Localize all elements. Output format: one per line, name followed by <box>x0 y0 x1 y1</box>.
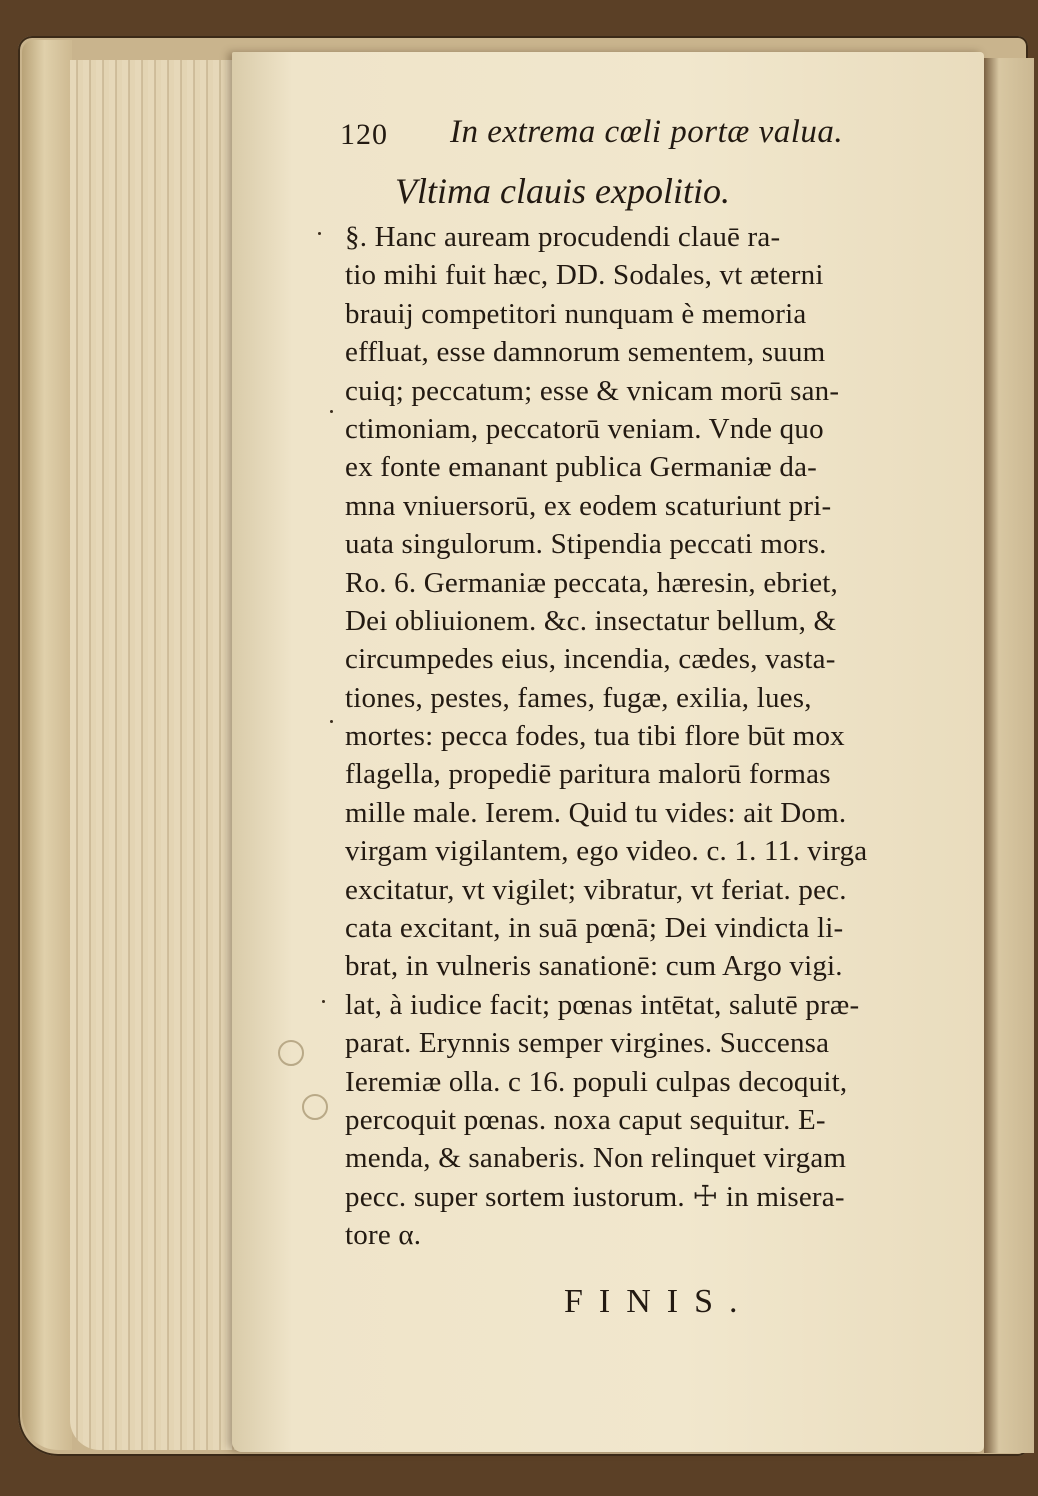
body-text <box>345 218 965 1255</box>
text-line: circumpedes eius, incendia, cædes, vasta- <box>345 643 836 676</box>
text-line: Dei obliuionem. &c. insectatur bellum, & <box>345 604 837 637</box>
text-line: mortes: pecca fodes, tua tibi flore būt mox <box>345 720 845 753</box>
text-line: percoquit pœnas. noxa caput sequitur. E- <box>345 1103 826 1136</box>
ink-speck <box>322 1000 325 1003</box>
running-head <box>340 112 940 162</box>
text-line: cata excitant, in suā pœnā; Dei vindicta li- <box>345 912 844 945</box>
page-stack <box>70 60 240 1450</box>
text-line: mille male. Ierem. Quid tu vides: ait Dom. <box>345 796 847 829</box>
finis-text: FINIS. <box>564 1283 754 1320</box>
text-line: parat. Erynnis semper virgines. Succensa <box>345 1027 830 1060</box>
text-line: Ro. 6. Germaniæ peccata, hæresin, ebriet, <box>345 566 838 599</box>
text-line: pecc. super sortem iustorum. ☩ in misera- <box>345 1180 845 1213</box>
text-line: uata singulorum. Stipendia peccati mors. <box>345 528 827 561</box>
section-title: Vltima clauis expolitio. <box>395 171 730 211</box>
text-line: §. Hanc auream procudendi clauē ra- <box>345 221 781 253</box>
cover-edge <box>22 40 72 1450</box>
running-head-title: In extrema cœli portæ valua. <box>450 114 844 150</box>
text-line: menda, & sanaberis. Non relinquet virgam <box>345 1142 847 1175</box>
ink-speck <box>318 232 321 235</box>
facing-page-edge <box>984 58 1034 1453</box>
text-line: effluat, esse damnorum sementem, suum <box>345 336 826 369</box>
text-line: mna vniuersorū, ex eodem scaturiunt pri- <box>345 489 832 522</box>
text-line: ex fonte emanant publica Germaniæ da- <box>345 451 818 484</box>
text-line: cuiq; peccatum; esse & vnicam morū san- <box>345 374 840 407</box>
text-line: virgam vigilantem, ego video. c. 1. 11. virga <box>345 835 868 868</box>
text-line: brauij competitori nunquam è memoria <box>345 297 807 330</box>
page-number: 120 <box>340 118 388 151</box>
text-line: tio mihi fuit hæc, DD. Sodales, vt æterni <box>345 259 824 292</box>
text-line: tore α. <box>345 1219 422 1252</box>
text-line: Ieremiæ olla. c 16. populi culpas decoquit, <box>345 1065 848 1098</box>
text-line: brat, in vulneris sanationē: cum Argo vigi. <box>345 950 843 983</box>
ink-speck <box>330 410 333 413</box>
text-line: tiones, pestes, fames, fugæ, exilia, lues, <box>345 681 812 714</box>
text-line: flagella, propediē paritura malorū formas <box>345 758 831 791</box>
paper-hole <box>278 1040 304 1066</box>
text-line: excitatur, vt vigilet; vibratur, vt feriat. pec. <box>345 873 847 906</box>
text-line: ctimoniam, peccatorū veniam. Vnde quo <box>345 412 824 445</box>
ink-speck <box>330 720 333 723</box>
text-line: lat, à iudice facit; pœnas intētat, salutē præ- <box>345 988 860 1021</box>
paper-hole <box>302 1094 328 1120</box>
